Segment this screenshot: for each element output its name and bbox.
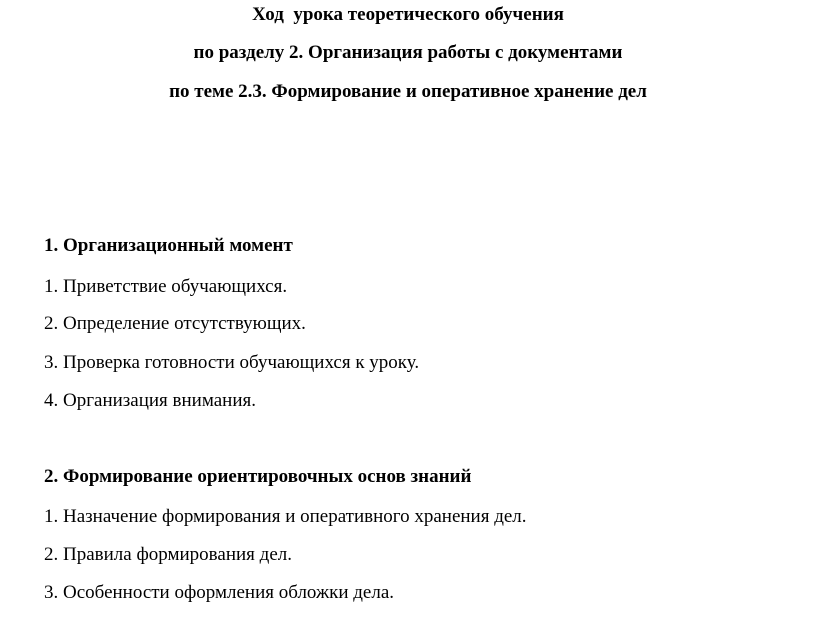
section-1-item: 2. Определение отсутствующих. <box>44 313 306 334</box>
section-1-heading: 1. Организационный момент <box>44 235 293 256</box>
section-2-heading: 2. Формирование ориентировочных основ знаний <box>44 466 472 487</box>
section-2-item: 1. Назначение формирования и оперативного хранения дел. <box>44 506 527 527</box>
section-1-item: 4. Организация внимания. <box>44 390 257 411</box>
lesson-title: Ход урока теоретического обучения <box>252 4 564 25</box>
section-1-item: 3. Проверка готовности обучающихся к уроку. <box>44 352 420 373</box>
lesson-section: по разделу 2. Организация работы с документами <box>193 42 623 63</box>
section-2-item: 3. Особенности оформления обложки дела. <box>44 582 394 603</box>
section-2-item: 2. Правила формирования дел. <box>44 544 292 565</box>
section-1-item: 1. Приветствие обучающихся. <box>44 276 288 297</box>
lesson-topic: по теме 2.3. Формирование и оперативное хранение дел <box>169 81 647 102</box>
